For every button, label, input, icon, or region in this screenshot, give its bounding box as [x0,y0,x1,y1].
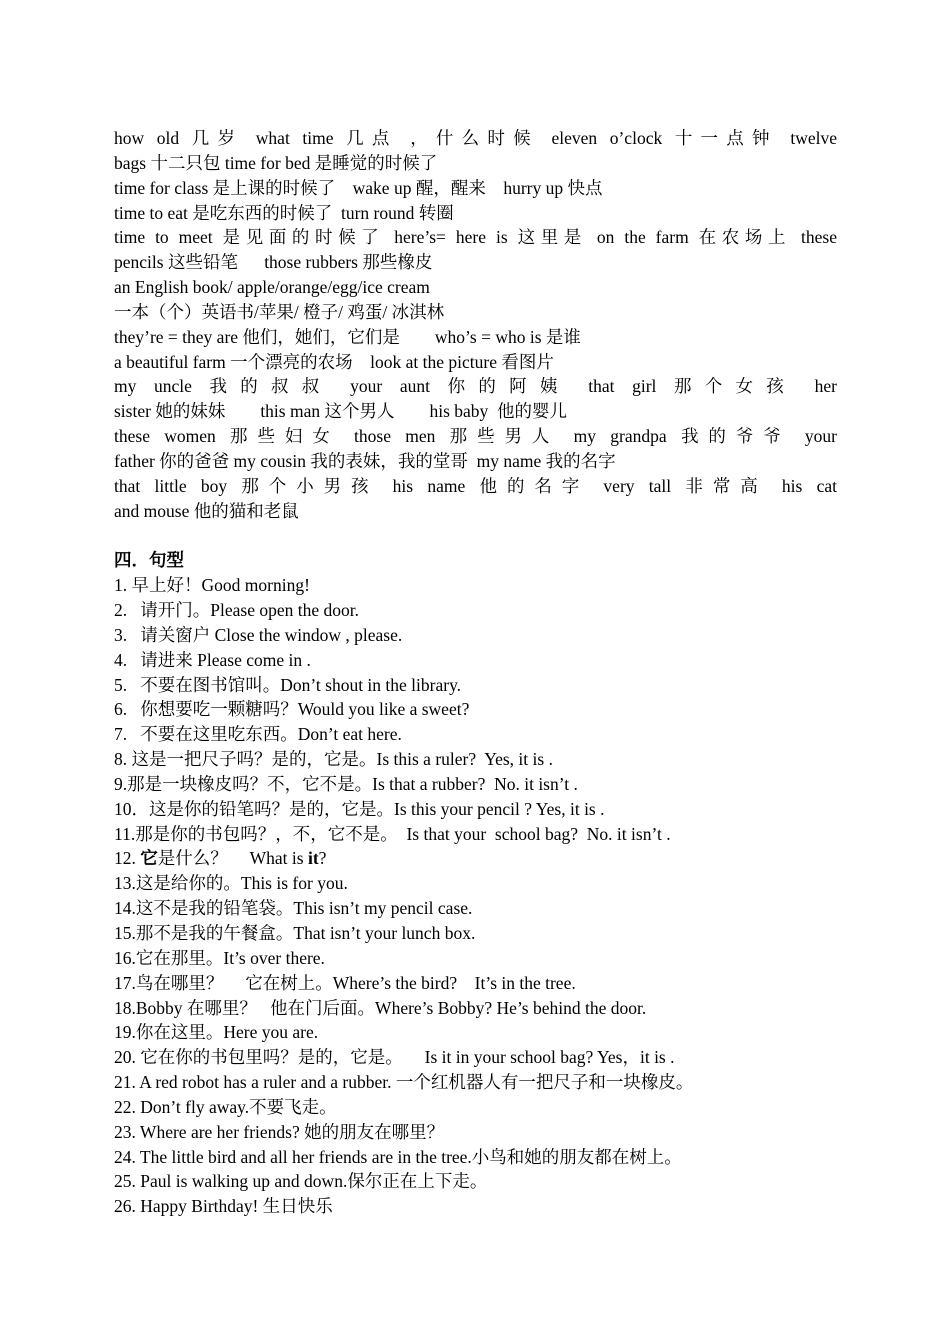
vocab-line: my uncle 我的叔叔 your aunt 你的阿姨 that girl 那个女孩 her [114,376,837,397]
sentence-item: 14.这不是我的铅笔袋。This isn’t my pencil case. [114,898,473,919]
sentence-item: 11.那是你的书包吗？，不，它不是。 Is that your school bag? No. it isn’t . [114,823,671,844]
sentence-item: 18.Bobby 在哪里？ 他在门后面。Where’s Bobby? He’s behind the door. [114,997,647,1018]
sentence-item: 13.这是给你的。This is for you. [114,873,348,894]
sentence-item: 19.你在这里。Here you are. [114,1022,319,1043]
sentence-item: 23. Where are her friends? 她的朋友在哪里？ [114,1121,445,1142]
vocab-line: father 你的爸爸 my cousin 我的表妹，我的堂哥 my name 我的名字 [114,450,616,471]
vocab-line: time to eat 是吃东西的时候了 turn round 转圈 [114,202,454,223]
bold-word: it [307,848,319,869]
sentence-item: 8. 这是一把尺子吗？是的，它是。Is this a ruler? Yes, it is . [114,749,553,770]
vocab-line: bags 十二只包 time for bed 是睡觉的时候了 [114,152,438,173]
sentence-part: ? [318,848,327,869]
sentence-item: 2. 请开门。Please open the door. [114,600,359,621]
vocab-line: time for class 是上课的时候了 wake up 醒，醒来 hurry up 快点 [114,177,603,198]
section-heading: 四．句型 [114,550,184,571]
sentence-item: 25. Paul is walking up and down.保尔正在上下走。 [114,1171,488,1192]
sentence-item: 15.那不是我的午餐盒。That isn’t your lunch box. [114,923,476,943]
sentence-part: 是什么？ What is [157,848,308,869]
sentence-item: 3. 请关窗户 Close the window , please. [114,624,403,645]
vocab-line: and mouse 他的猫和老鼠 [114,500,299,521]
sentence-item: 26. Happy Birthday! 生日快乐 [114,1196,333,1217]
sentence-item: 10．这是你的铅笔吗？是的，它是。Is this your pencil ? Yes, it is . [114,798,605,819]
sentence-item: 22. Don’t fly away.不要飞走。 [114,1096,337,1117]
sentence-item: 7. 不要在这里吃东西。Don’t eat here. [114,724,402,745]
sentence-item: 6. 你想要吃一颗糖吗？Would you like a sweet? [114,699,470,720]
document-page [114,126,837,1219]
vocab-line: pencils 这些铅笔 those rubbers 那些橡皮 [114,252,433,273]
sentence-item: 5. 不要在图书馆叫。Don’t shout in the library. [114,674,462,695]
vocab-line: how old 几岁 what time 几点 ，什么时候 eleven o’clock 十一点钟 twelve [114,128,837,148]
sentence-item: 24. The little bird and all her friends are in the tree.小鸟和她的朋友都在树上。 [114,1146,682,1167]
vocab-line: 一本（个）英语书/苹果/ 橙子/ 鸡蛋/ 冰淇林 [114,301,445,322]
sentence-part: 12. [114,848,141,869]
sentence-item: 20. 它在你的书包里吗？是的，它是。 Is it in your school bag? Yes，it is . [114,1047,675,1068]
sentence-item: 21. A red robot has a ruler and a rubber. 一个红机器人有一把尺子和一块橡皮。 [114,1072,694,1093]
sentence-item: 17.鸟在哪里？ 它在树上。Where’s the bird? It’s in the tree. [114,972,576,993]
sentence-item: 16.它在那里。It’s over there. [114,947,325,968]
sentence-item: 4. 请进来 Please come in . [114,649,311,670]
vocab-line: time to meet 是见面的时候了 here’s= here is 这里是 on the farm 在农场上 these [114,227,837,248]
bold-word: 它 [140,848,158,869]
sentence-item [114,846,837,871]
vocab-line: an English book/ apple/orange/egg/ice cream [114,277,430,298]
vocabulary-section [114,126,837,524]
vocab-line: that little boy 那个小男孩 his name 他的名字 very tall 非常高 his cat [114,475,837,496]
sentence-item: 1. 早上好！Good morning! [114,575,310,596]
vocab-line: sister 她的妹妹 this man 这个男人 his baby 他的婴儿 [114,401,568,422]
vocab-line: a beautiful farm 一个漂亮的农场 look at the picture 看图片 [114,351,554,372]
sentence-item: 9.那是一块橡皮吗？不，它不是。Is that a rubber? No. it isn’t . [114,773,578,794]
vocab-line: they’re = they are 他们，她们，它们是 who’s = who is 是谁 [114,326,581,347]
vocab-line: these women 那些妇女 those men 那些男人 my grandpa 我的爷爷 your [114,426,837,447]
sentence-list [114,573,837,1219]
blank-line [114,524,837,549]
